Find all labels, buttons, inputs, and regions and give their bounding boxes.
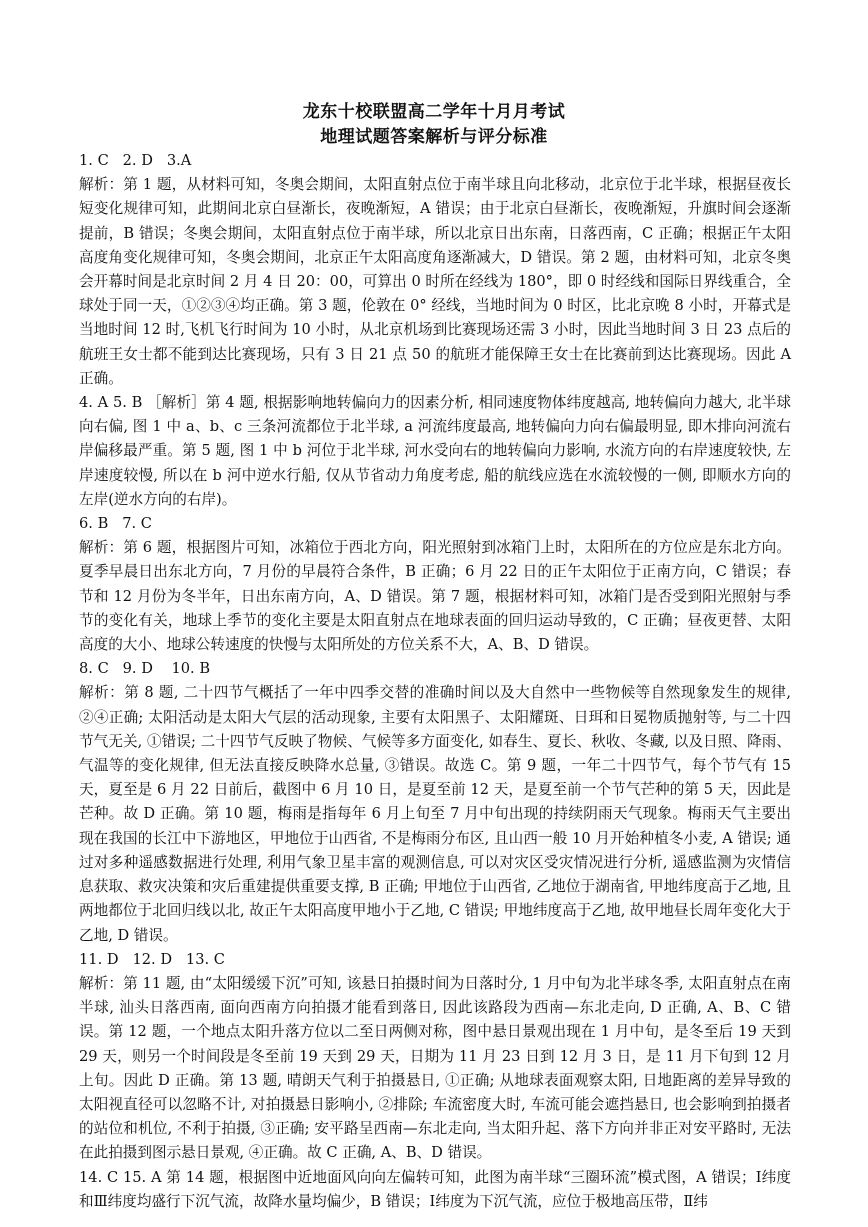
explanation-1-3: 解析：第 1 题，从材料可知，冬奥会期间，太阳直射点位于南半球且向北移动，北京位于北半球，根据昼夜长短变化规律可知，此期间北京白昼渐长，夜晚渐短，A 错误；由于北京白昼渐长，夜晚渐短，升旗时间会逐渐提前，B 错误；冬奥会期间，太阳直射点位于南半球，所以北京日出东南，日落西南，C 正确；根据正午太阳高度角变化规律可知，冬奥会期间，北京正午太阳高度角逐渐减大，D 错误。第 2 题，由材料可知，北京冬奥会开幕时间是北京时间 2 月 4 日 20：00，可算出 0 时所在经线为 180°，即 0 时经线和国际日界线重合，全球处于同一天，①②③④均正确。第 3 题，伦敦在 0° 经线，当地时间为 0 时区，比北京晚 8 小时，开幕式是当地时间 12 时,飞机飞行时间为 10 小时，从北京机场到比赛现场还需 3 小时，因此当地时间 3 日 23 点后的航班王女士都不能到达比赛现场，只有 3 日 21 点 50 的航班才能保障王女士在比赛前到达比赛现场。因此 A 正确。 <box>79 176 791 387</box>
answer-line-8-10: 8. C 9. D 10. B <box>79 660 211 678</box>
answer-line-6-7: 6. B 7. C <box>79 515 152 533</box>
document-title: 龙东十校联盟高二学年十月月考试 <box>302 102 566 122</box>
document-body <box>79 149 791 1214</box>
explanation-8-10: 解析：第 8 题, 二十四节气概括了一年中四季交替的准确时间以及大自然中一些物候等自然现象发生的规律, ②④正确; 太阳活动是太阳大气层的活动现象, 主要有太阳黑子、太阳耀斑、日珥和日冕物质抛射等, 与二十四节气无关, ①错误; 二十四节气反映了物候、气候等多方面变化, 如春生、夏长、秋收、冬藏, 以及日照、降雨、气温等的变化规律, 但无法直接反映降水总量, ③错误。故选 C。第 9 题，一年二十四节气，每个节气有 15 天，夏至是 6 月 22 日前后，截图中 6 月 10 日，是夏至前 12 天，是夏至前一个节气芒种的第 5 天，因此是芒种。故 D 正确。第 10 题，梅雨是指每年 6 月上旬至 7 月中旬出现的持续阴雨天气现象。梅雨天气主要出现在我国的长江中下游地区，甲地位于山西省, 不是梅雨分布区, 且山西一般 10 月开始种植冬小麦, A 错误; 通过对多种遥感数据进行处理, 利用气象卫星丰富的观测信息, 可以对灾区受灾情况进行分析, 遥感监测为灾情信息获取、救灾决策和灾后重建提供重要支撑, B 正确; 甲地位于山西省, 乙地位于湖南省, 甲地纬度高于乙地, 且两地都位于北回归线以北, 故正午太阳高度甲地小于乙地, C 错误; 甲地纬度高于乙地, 故甲地昼长周年变化大于乙地, D 错误。 <box>79 684 791 944</box>
explanation-11-13: 解析：第 11 题, 由“太阳缓缓下沉”可知, 该悬日拍摄时间为日落时分, 1 月中旬为北半球冬季, 太阳直射点在南半球, 汕头日落西南, 面向西南方向拍摄才能看到落日, 因此该路段为西南—东北走向, D 正确, A、B、C 错误。第 12 题，一个地点太阳升落方位以二至日两侧对称，图中悬日景观出现在 1 月中旬，是冬至后 19 天到 29 天，则另一个时间段是冬至前 19 天到 29 天，日期为 11 月 23 日到 12 月 3 日，是 11 月下旬到 12 月上旬。因此 D 正确。第 13 题, 晴朗天气利于拍摄悬日, ①正确; 从地球表面观察太阳, 日地距离的差异导致的太阳视直径可以忽略不计, 对拍摄悬日影响小, ②排除; 车流密度大时, 车流可能会遮挡悬日, 也会影响到拍摄者的站位和机位, 不利于拍摄, ③正确; 安平路呈西南—东北走向, 当太阳升起、落下方向并非正对安平路时, 无法在此拍摄到图示悬日景观, ④正确。故 C 正确, A、B、D 错误。 <box>79 974 791 1162</box>
answer-line-1-3: 1. C 2. D 3.A <box>79 152 192 169</box>
explanation-4-5: 4. A 5. B ［解析］第 4 题, 根据影响地转偏向力的因素分析, 相同速度物体纬度越高, 地转偏向力越大, 北半球向右偏, 图 1 中 a、b、c 三条河流都位于北半球, a 河流纬度最高, 地转偏向力向右偏最明显, 即木排向河流右岸偏移最严重。第 5 题, 图 1 中 b 河位于北半球, 河水受向右的地转偏向力影响, 水流方向的右岸速度较快, 左岸速度较慢, 所以在 b 河中逆水行船, 仅从节省动力角度考虑, 船的航线应选在水流较慢的一侧, 即顺水方向的左岸(逆水方向的右岸)。 <box>79 394 791 508</box>
explanation-14-15: 14. C 15. A 第 14 题，根据图中近地面风向向左偏转可知，此图为南半球“三圈环流”模式图，A 错误；Ⅰ纬度和Ⅲ纬度均盛行下沉气流，故降水量均偏少，B 错误；Ⅰ纬度为下沉气流，应位于极地高压带，Ⅱ纬 <box>79 1168 791 1210</box>
answer-line-11-13: 11. D 12. D 13. C <box>79 950 225 968</box>
document-subtitle: 地理试题答案解析与评分标准 <box>320 127 548 147</box>
explanation-6-7: 解析：第 6 题，根据图片可知，冰箱位于西北方向，阳光照射到冰箱门上时，太阳所在的方位应是东北方向。夏季早晨日出东北方向，7 月份的早晨符合条件，B 正确；6 月 22 日的正午太阳位于正南方向，C 错误；春节和 12 月份为冬半年，日出东南方向，A、D 错误。第 7 题，根据材料可知，冰箱门是否受到阳光照射与季节的变化有关，地球上季节的变化主要是太阳直射点在地球表面的回归运动导致的，C 正确；昼夜更替、太阳高度的大小、地球公转速度的快慢与太阳所处的方位关系不大，A、B、D 错误。 <box>79 539 791 654</box>
